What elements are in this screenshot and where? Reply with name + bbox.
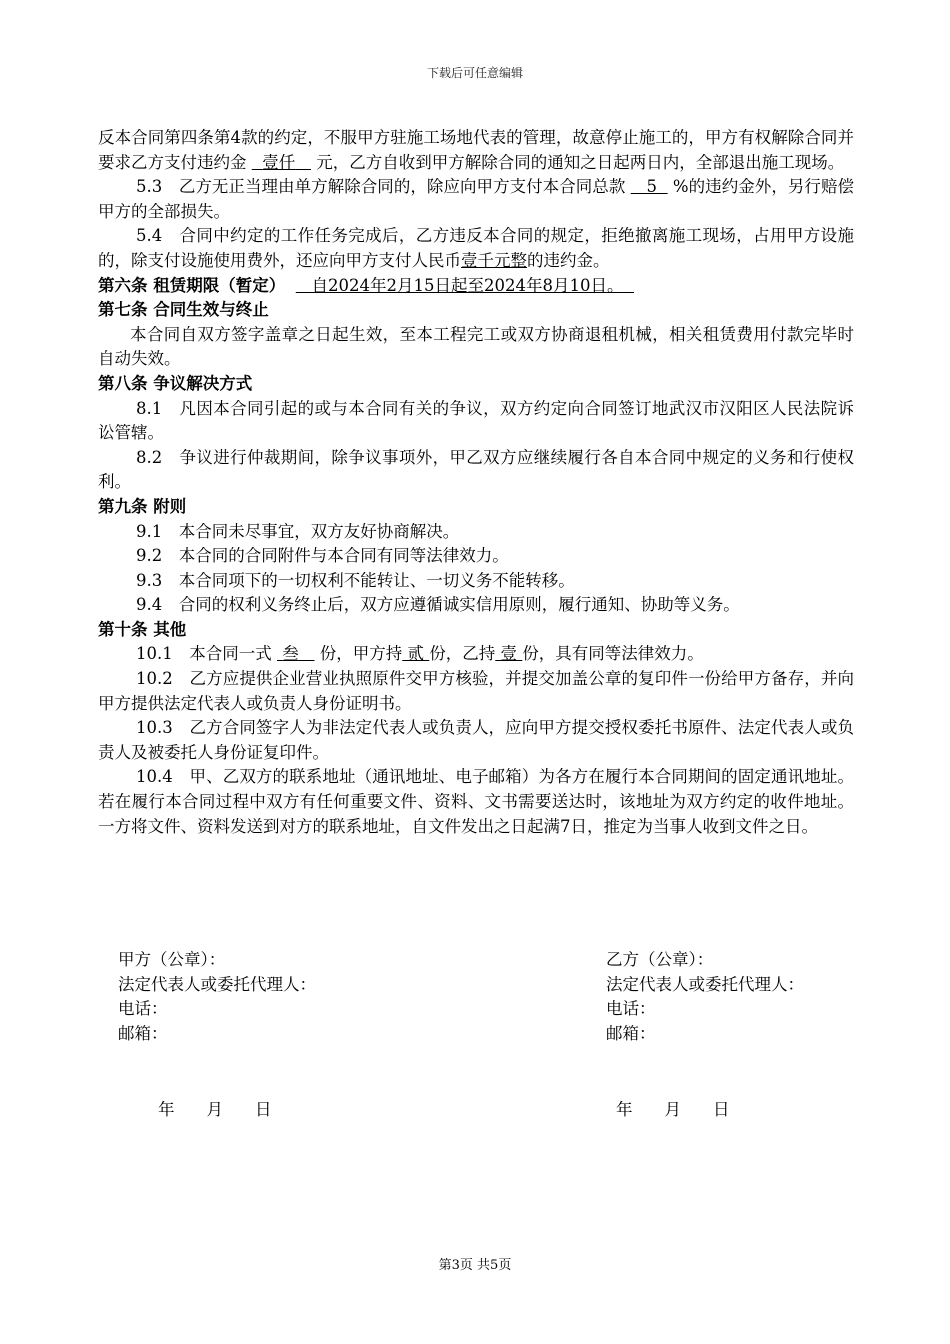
clause-9-2: 9.2 本合同的合同附件与本合同有同等法律效力。 bbox=[136, 546, 509, 566]
clause-9-4: 9.4 合同的权利义务终止后，双方应遵循诚实信用原则，履行通知、协助等义务。 bbox=[136, 595, 740, 615]
paragraph-5-2-cont: 反本合同第四条第4款的约定，不服甲方驻施工场地代表的管理，故意停止施工的，甲方有权解除合同并要求乙方支付违约金 壹仟 元，乙方自收到甲方解除合同的通知之日起两日内，全部退出施工现场。 bbox=[98, 128, 854, 172]
party-b-phone-label: 电话： bbox=[606, 999, 656, 1019]
party-a-date bbox=[158, 1096, 272, 1120]
article-8-title: 第八条 争议解决方式 bbox=[98, 373, 253, 393]
copies-total: 叁 bbox=[282, 644, 299, 664]
clause-8-2: 8.2 争议进行仲裁期间，除争议事项外，甲乙双方应继续履行各自本合同中规定的义务和行使权利。 bbox=[98, 447, 854, 492]
date-year: 年 bbox=[616, 1100, 633, 1119]
date-day: 日 bbox=[255, 1100, 272, 1119]
party-a-rep-label: 法定代表人或委托代理人： bbox=[118, 974, 316, 994]
date-month: 月 bbox=[206, 1100, 223, 1119]
article-6-title: 第六条 租赁期限（暂定） bbox=[98, 275, 286, 295]
article-7-text: 本合同自双方签字盖章之日起生效，至本工程完工或双方协商退租机械，相关租赁费用付款完毕时自动失效。 bbox=[98, 324, 854, 369]
clause-10-4: 10.4 甲、乙双方的联系地址（通讯地址、电子邮箱）为各方在履行本合同期间的固定通讯地址。若在履行本合同过程中双方有任何重要文件、资料、文书需要送达时，该地址为双方约定的收件地址。一方将文件、资料发送到对方的联系地址，自文件发出之日起满7日，推定为当事人收到文件之日。 bbox=[98, 767, 854, 836]
clause-10-2: 10.2 乙方应提供企业营业执照原件交甲方核验，并提交加盖公章的复印件一份给甲方备存，并向甲方提供法定代表人或负责人身份证明书。 bbox=[98, 669, 854, 713]
date-day: 日 bbox=[713, 1100, 730, 1119]
article-10-title: 第十条 其他 bbox=[98, 619, 187, 639]
clause-9-3: 9.3 本合同项下的一切权利不能转让、一切义务不能转移。 bbox=[136, 570, 575, 590]
penalty-rmb: 壹千元整 bbox=[461, 250, 527, 270]
clause-5-4: 5.4 合同中约定的工作任务完成后，乙方违反本合同的规定，拒绝撤离施工现场，占用甲方设施的，除支付设施使用费外，还应向甲方支付人民币壹千元整的违约金。 bbox=[98, 226, 854, 270]
party-b-signature-block bbox=[606, 948, 804, 1046]
copies-party-a: 贰 bbox=[407, 644, 424, 664]
article-6 bbox=[98, 274, 854, 299]
party-b-email-label: 邮箱： bbox=[606, 1023, 656, 1043]
clause-10-1: 10.1 本合同一式 叁 份，甲方持 贰 份，乙持 壹 份，具有同等法律效力。 bbox=[136, 644, 704, 664]
penalty-amount: 壹仟 bbox=[262, 152, 296, 172]
party-a-phone-label: 电话： bbox=[118, 999, 168, 1019]
date-month: 月 bbox=[664, 1100, 681, 1119]
party-b-rep-label: 法定代表人或委托代理人： bbox=[606, 974, 804, 994]
lease-period: 自2024年2月15日起至2024年8月10日。 bbox=[311, 275, 624, 295]
party-a-signature-block bbox=[118, 948, 316, 1046]
party-b-seal-label: 乙方（公章）： bbox=[606, 950, 714, 969]
copies-party-b: 壹 bbox=[500, 644, 517, 664]
article-9-title: 第九条 附则 bbox=[98, 496, 187, 516]
penalty-percent: 5 bbox=[646, 177, 658, 197]
article-7-title: 第七条 合同生效与终止 bbox=[98, 300, 269, 320]
clause-10-3: 10.3 乙方合同签字人为非法定代表人或负责人，应向甲方提交授权委托书原件、法定代表人或负责人及被委托人身份证复印件。 bbox=[98, 718, 854, 762]
party-a-email-label: 邮箱： bbox=[118, 1023, 168, 1043]
party-b-date bbox=[616, 1096, 730, 1120]
page-header: 下载后可任意编辑 bbox=[426, 66, 523, 80]
clause-8-1: 8.1 凡因本合同引起的或与本合同有关的争议，双方约定向合同签订地武汉市汉阳区人民法院诉讼管辖。 bbox=[98, 398, 854, 443]
clause-9-1: 9.1 本合同未尽事宜，双方友好协商解决。 bbox=[136, 521, 460, 541]
party-a-seal-label: 甲方（公章）： bbox=[118, 950, 226, 969]
date-year: 年 bbox=[158, 1100, 175, 1119]
page-footer: 第3页 共5页 bbox=[438, 1258, 512, 1273]
contract-body bbox=[98, 126, 854, 839]
clause-5-3: 5.3 乙方无正当理由单方解除合同的，除应向甲方支付本合同总款 5 %的违约金外，另行赔偿甲方的全部损失。 bbox=[98, 177, 854, 221]
